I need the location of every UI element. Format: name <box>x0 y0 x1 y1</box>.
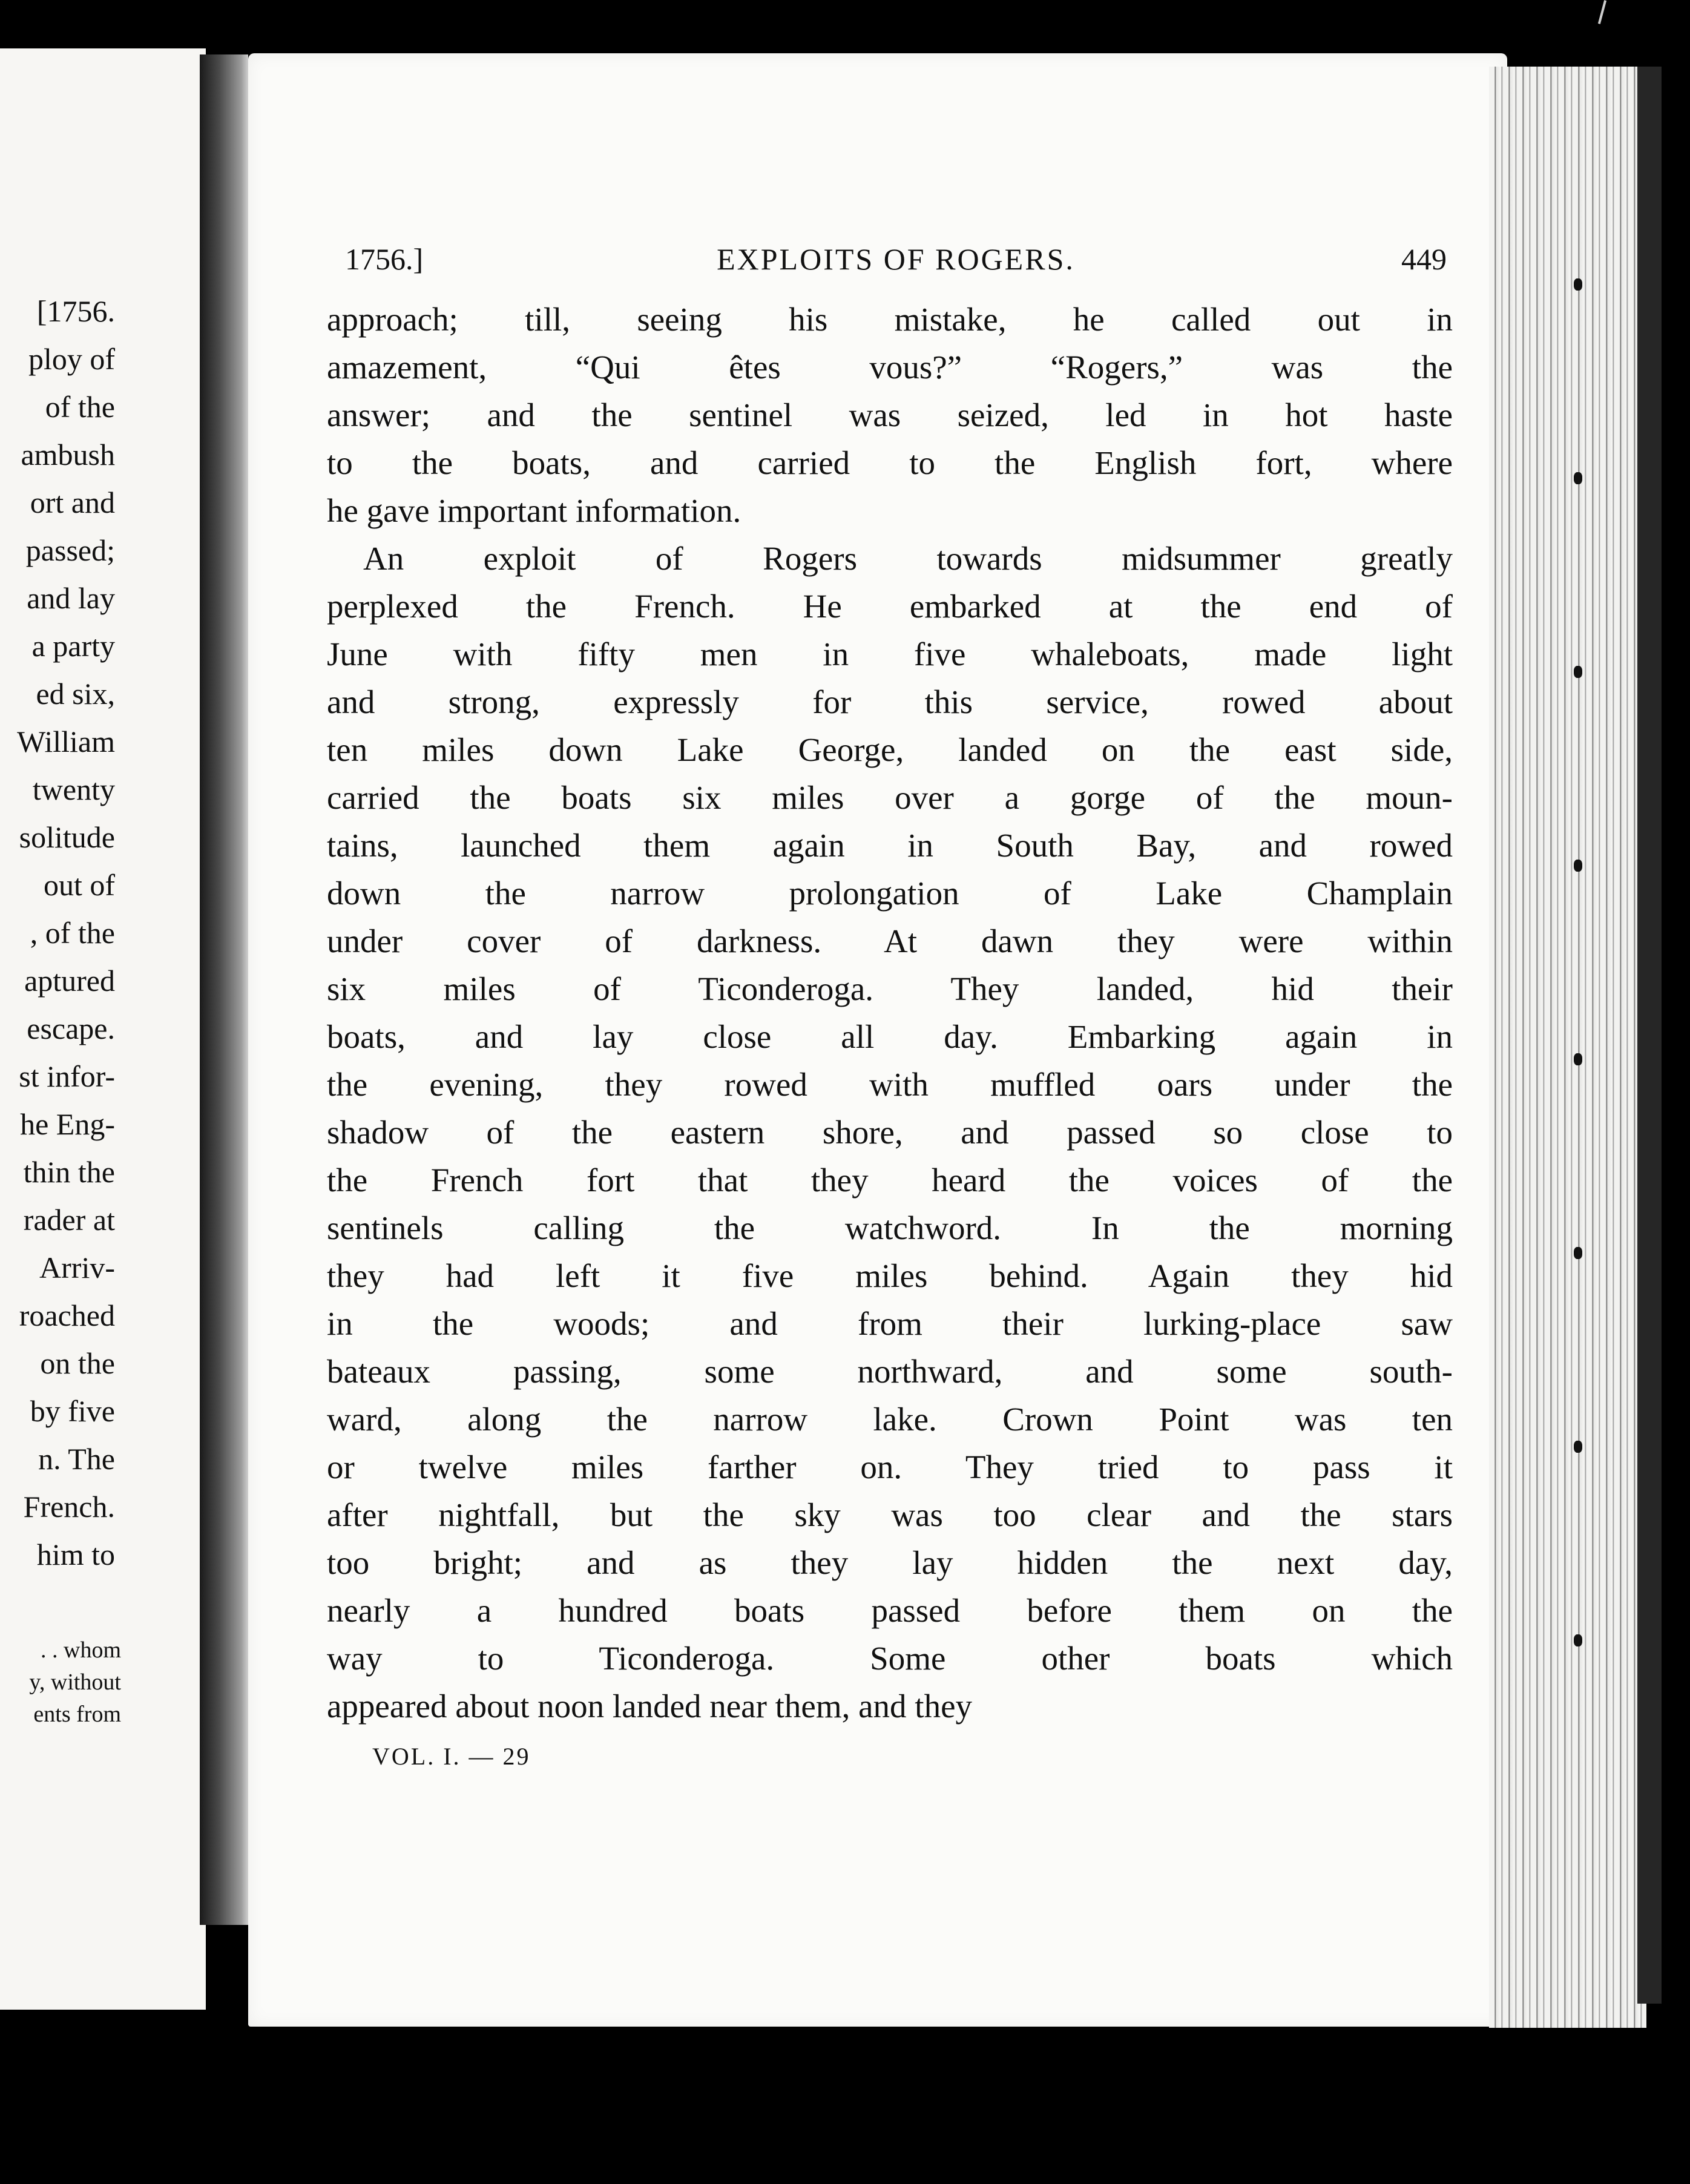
text-line: approach; till, seeing his mistake, he called out in <box>327 301 1453 338</box>
text-line: the French fort that they heard the voices of the <box>327 1162 1453 1199</box>
left-page-footnote <box>29 1634 121 1731</box>
left-page-line: and lay <box>27 581 115 615</box>
left-page-line: ploy of <box>28 342 115 376</box>
left-page-line: Arriv- <box>39 1251 115 1284</box>
text-line: too bright; and as they lay hidden the next day, <box>327 1544 1453 1581</box>
edge-speck <box>1574 472 1582 484</box>
left-page-line: ed six, <box>36 677 115 711</box>
text-line: June with fifty men in five whaleboats, made light <box>327 636 1453 673</box>
text-line: An exploit of Rogers towards midsummer greatly <box>363 540 1453 577</box>
left-page-line: a party <box>31 629 115 663</box>
page-block-edges <box>1489 67 1646 2028</box>
text-line: sentinels calling the watchword. In the morning <box>327 1209 1453 1246</box>
edge-speck <box>1574 666 1582 678</box>
text-line: after nightfall, but the sky was too clear and the stars <box>327 1496 1453 1533</box>
left-page-line: passed; <box>25 533 115 567</box>
signature-mark: VOL. I. — 29 <box>372 1743 531 1770</box>
page-number: 449 <box>1401 242 1447 276</box>
text-line: perplexed the French. He embarked at the end of <box>327 588 1453 625</box>
edge-specks <box>1574 278 1582 1828</box>
left-page-line: French. <box>23 1490 115 1524</box>
running-head <box>345 235 1447 283</box>
left-page-line: solitude <box>19 820 115 854</box>
text-line: appeared about noon landed near them, and they <box>327 1688 972 1725</box>
book-back-edge <box>1637 67 1662 2004</box>
left-page-line: aptured <box>24 964 115 998</box>
left-page-line: of the <box>45 390 115 424</box>
edge-speck <box>1574 1441 1582 1453</box>
text-line: the evening, they rowed with muffled oars under the <box>327 1066 1453 1103</box>
text-line: boats, and lay close all day. Embarking again in <box>327 1018 1453 1055</box>
left-page-text <box>17 288 115 1579</box>
left-page-line: William <box>17 725 115 758</box>
text-line: amazement, “Qui êtes vous?” “Rogers,” was the <box>327 349 1453 386</box>
left-page-line: on the <box>40 1346 115 1380</box>
left-footnote-line: y, without <box>29 1669 121 1695</box>
text-line: under cover of darkness. At dawn they were within <box>327 923 1453 959</box>
left-facing-page <box>0 48 206 2010</box>
left-footnote-line: ents from <box>33 1702 121 1727</box>
left-page-line: ambush <box>21 438 115 472</box>
running-head-year: 1756.] <box>345 242 424 276</box>
left-page-line: rader at <box>23 1203 115 1237</box>
text-line: carried the boats six miles over a gorge of the moun- <box>327 779 1453 816</box>
edge-speck <box>1574 860 1582 872</box>
text-line: to the boats, and carried to the English fort, where <box>327 444 1453 481</box>
left-page-line: thin the <box>23 1155 115 1189</box>
book-gutter <box>200 54 248 1925</box>
text-line: tains, launched them again in South Bay, and rowed <box>327 827 1453 864</box>
left-page-line: he Eng- <box>20 1107 115 1141</box>
running-head-title: EXPLOITS OF ROGERS. <box>717 242 1075 276</box>
text-line: way to Ticonderoga. Some other boats which <box>327 1640 1453 1677</box>
left-page-line: escape. <box>27 1011 115 1045</box>
left-page-line: twenty <box>32 772 115 806</box>
left-page-line: ort and <box>30 485 115 519</box>
text-line: and strong, expressly for this service, rowed about <box>327 683 1453 720</box>
edge-speck <box>1574 1053 1582 1065</box>
left-page-line: him to <box>36 1538 115 1571</box>
scan-artifact <box>1598 0 1606 24</box>
left-page-header: [1756. <box>36 294 115 328</box>
body-text <box>327 295 1453 1730</box>
text-line: bateaux passing, some northward, and some south- <box>327 1353 1453 1390</box>
left-page-line: , of the <box>30 916 115 950</box>
text-line: in the woods; and from their lurking-place saw <box>327 1305 1453 1342</box>
text-line: ward, along the narrow lake. Crown Point was ten <box>327 1401 1453 1438</box>
main-page <box>248 53 1507 2027</box>
edge-speck <box>1574 278 1582 291</box>
left-page-line: n. The <box>38 1442 115 1476</box>
text-line: he gave important information. <box>327 492 741 529</box>
left-page-line: by five <box>30 1394 115 1428</box>
left-page-line: st infor- <box>19 1059 115 1093</box>
text-line: shadow of the eastern shore, and passed so close to <box>327 1114 1453 1151</box>
text-line: they had left it five miles behind. Again they hid <box>327 1257 1453 1294</box>
text-line: ten miles down Lake George, landed on the east side, <box>327 731 1453 768</box>
text-line: answer; and the sentinel was seized, led in hot haste <box>327 396 1453 433</box>
left-footnote-line: . . whom <box>41 1637 121 1663</box>
edge-speck <box>1574 1634 1582 1646</box>
text-line: nearly a hundred boats passed before them on the <box>327 1592 1453 1629</box>
edge-speck <box>1574 1247 1582 1259</box>
left-page-line: roached <box>19 1298 115 1332</box>
text-line: six miles of Ticonderoga. They landed, hid their <box>327 970 1453 1007</box>
text-line: down the narrow prolongation of Lake Champlain <box>327 875 1453 912</box>
text-line: or twelve miles farther on. They tried to pass it <box>327 1449 1453 1485</box>
left-page-line: out of <box>43 868 115 902</box>
